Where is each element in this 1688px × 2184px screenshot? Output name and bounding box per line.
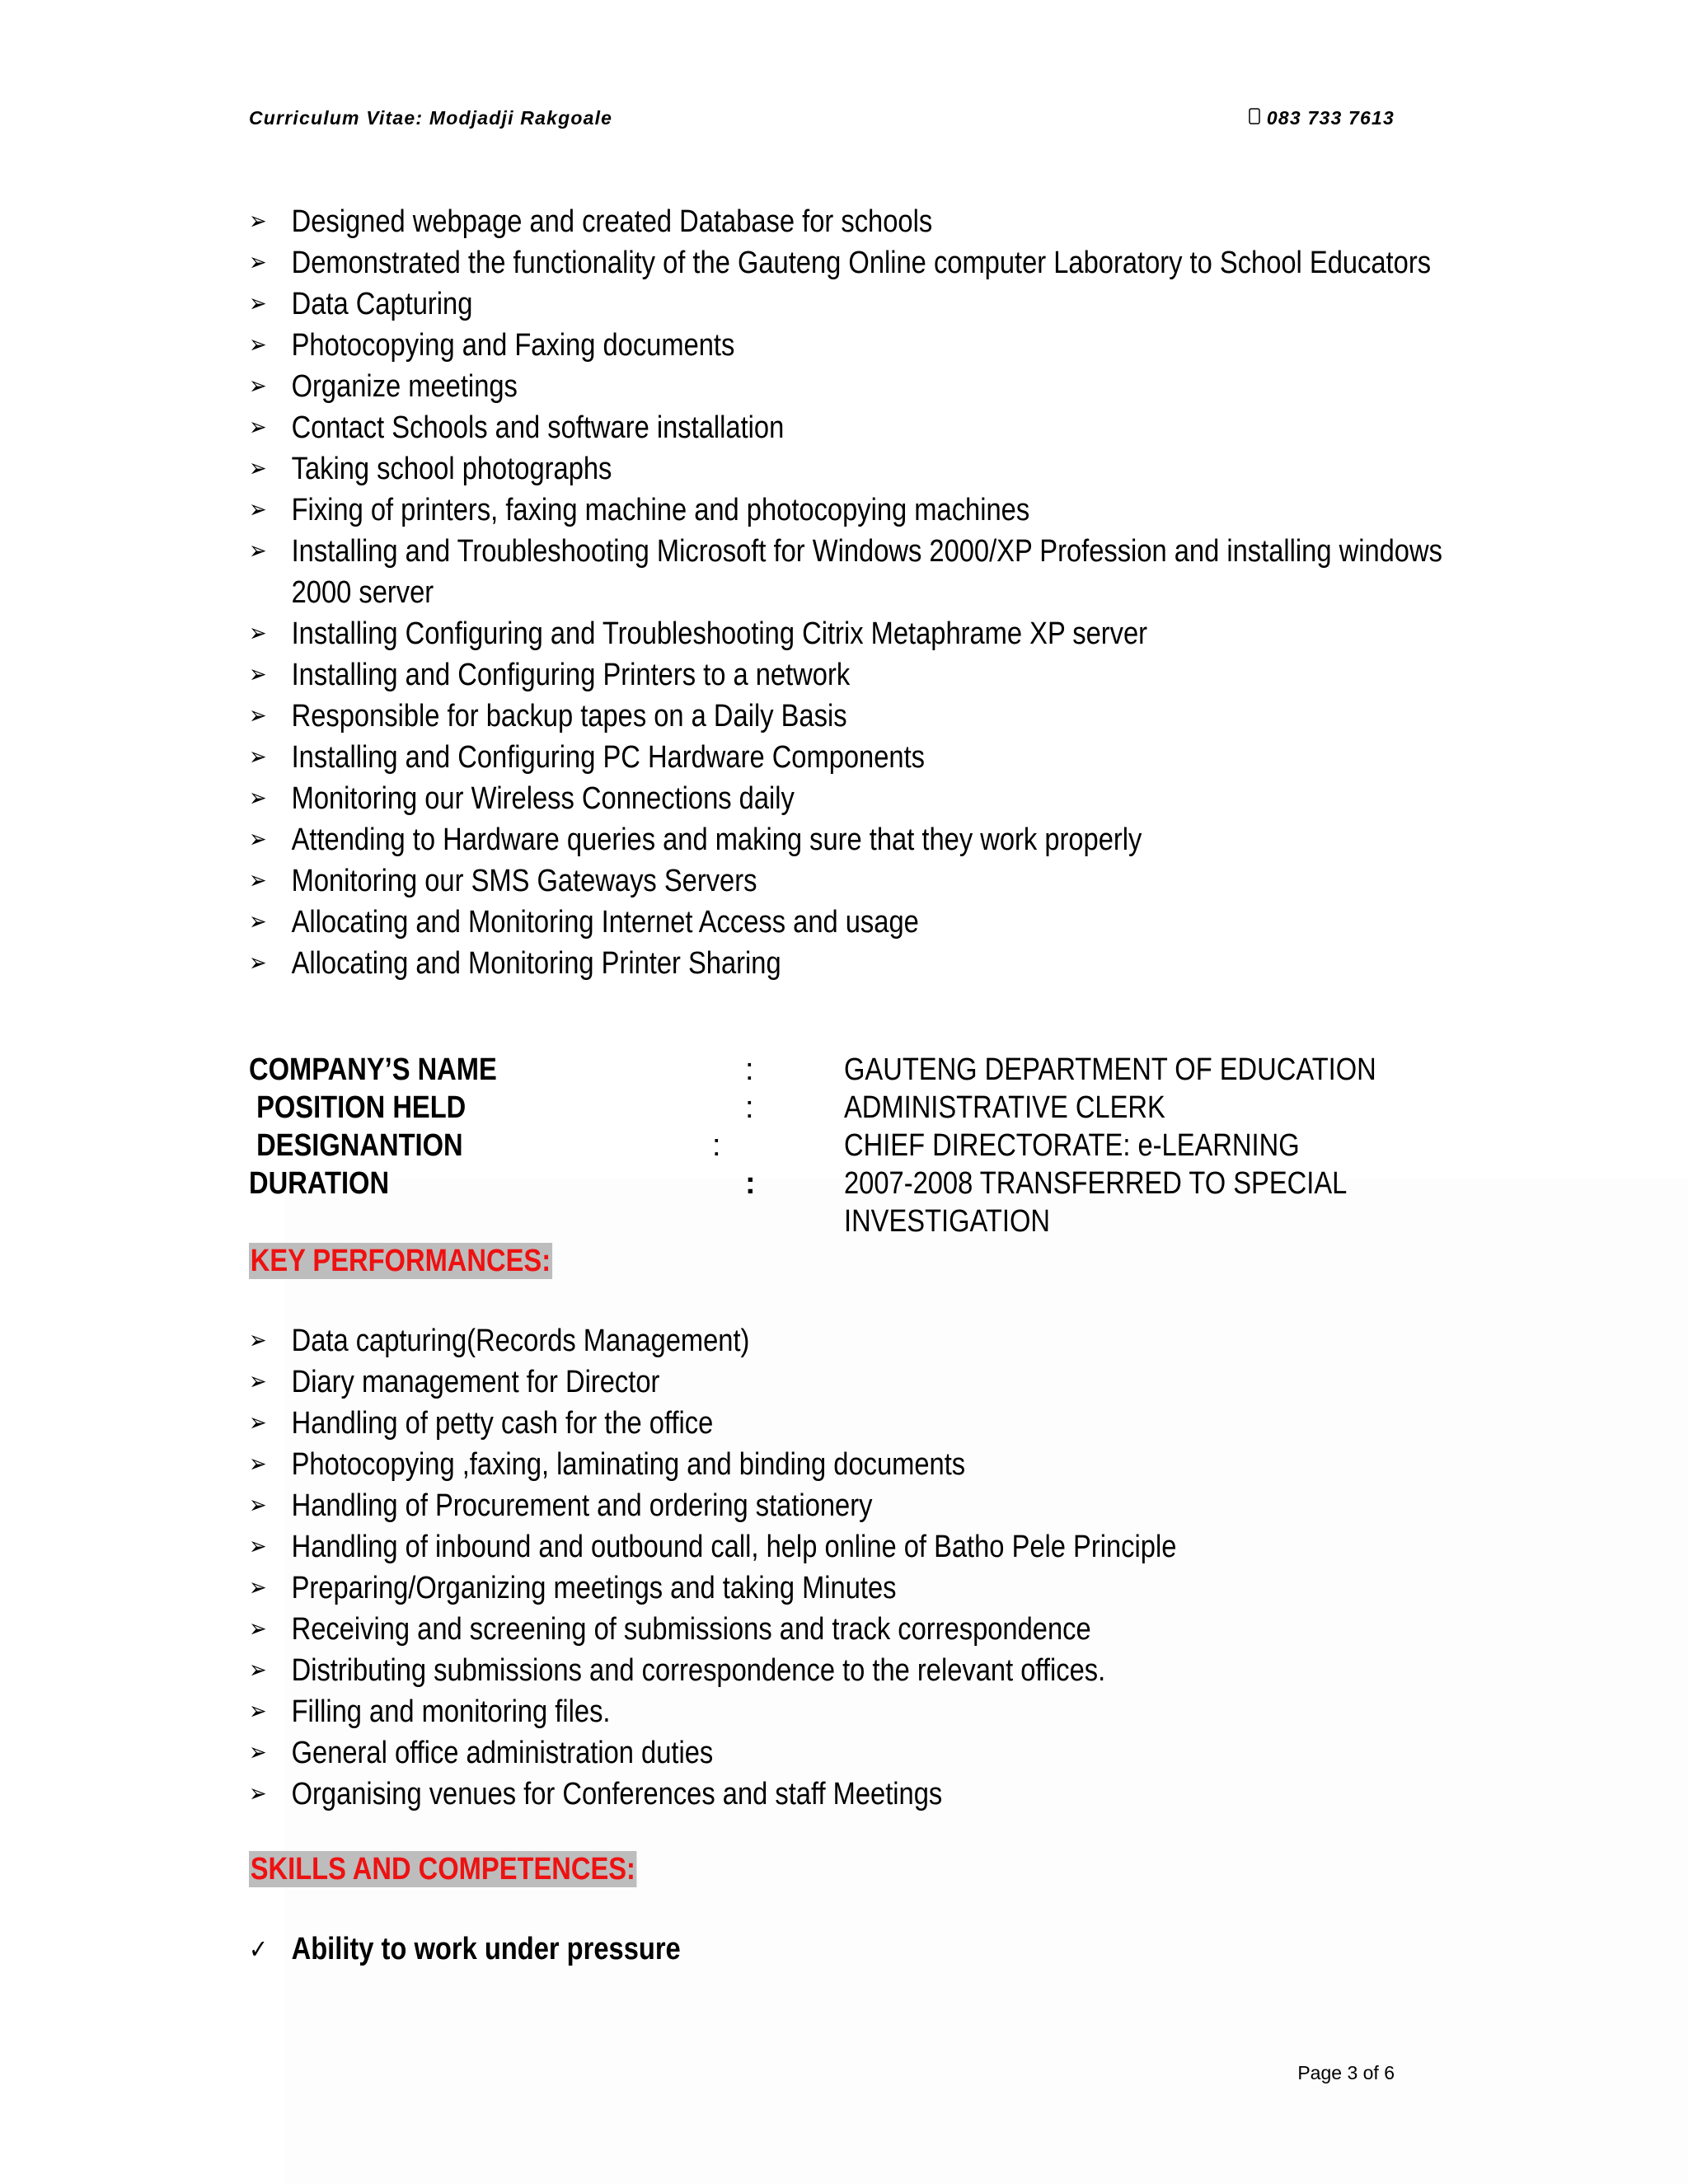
page-number: Page 3 of 6 (1297, 2062, 1395, 2083)
duration-label: DURATION (249, 1166, 390, 1201)
list-item: ➢ Allocating and Monitoring Internet Access and usage (249, 902, 1489, 943)
phone-icon (1249, 107, 1264, 129)
arrow-bullet-icon: ➢ (249, 495, 267, 524)
list-item: ➢ Installing and Configuring Printers to a network (249, 654, 1489, 696)
company-row (249, 1051, 1485, 1089)
list-item: ➢ Data capturing(Records Management) (249, 1320, 1176, 1361)
arrow-bullet-icon: ➢ (249, 289, 267, 318)
colon: : (745, 1090, 754, 1125)
designation-value: CHIEF DIRECTORATE: e-LEARNING (844, 1128, 1300, 1163)
position-value: ADMINISTRATIVE CLERK (844, 1090, 1165, 1125)
list-item: ➢ Installing Configuring and Troubleshooting Citrix Metaphrame XP server (249, 613, 1489, 654)
list-item: ➢ Preparing/Organizing meetings and taking Minutes (249, 1568, 1176, 1609)
arrow-bullet-icon: ➢ (249, 1656, 267, 1685)
list-item: ➢ Allocating and Monitoring Printer Sharing (249, 943, 1489, 984)
duties-list (249, 201, 1688, 984)
list-item: ➢ Handling of Procurement and ordering stationery (249, 1485, 1176, 1526)
arrow-bullet-icon: ➢ (249, 330, 267, 359)
arrow-bullet-icon: ➢ (249, 1738, 267, 1767)
duration-row (249, 1165, 1485, 1202)
duration-value-continued: INVESTIGATION (844, 1204, 1050, 1239)
list-item: ➢ Distributing submissions and correspondence to the relevant offices. (249, 1650, 1176, 1691)
skills-heading: SKILLS AND COMPETENCES: (250, 1852, 635, 1886)
header-phone (1249, 107, 1395, 129)
list-item: ➢ Attending to Hardware queries and making sure that they work properly (249, 819, 1489, 860)
arrow-bullet-icon: ➢ (249, 784, 267, 813)
arrow-bullet-icon: ➢ (249, 454, 267, 483)
list-item: ➢ Designed webpage and created Database for schools (249, 201, 1489, 242)
list-item: ➢ Monitoring our Wireless Connections daily (249, 778, 1489, 819)
arrow-bullet-icon: ➢ (249, 1491, 267, 1520)
list-item: ➢ Handling of inbound and outbound call, help online of Batho Pele Principle (249, 1526, 1176, 1568)
arrow-bullet-icon: ➢ (249, 1450, 267, 1479)
arrow-bullet-icon: ➢ (249, 866, 267, 895)
list-item: ➢ Photocopying and Faxing documents (249, 325, 1489, 366)
designation-label: DESIGNANTION (249, 1128, 463, 1163)
list-item: ➢ Handling of petty cash for the office (249, 1403, 1176, 1444)
arrow-bullet-icon: ➢ (249, 372, 267, 401)
arrow-bullet-icon: ➢ (249, 619, 267, 648)
colon: : (745, 1052, 754, 1087)
arrow-bullet-icon: ➢ (249, 949, 267, 977)
page-header (249, 107, 1395, 134)
arrow-bullet-icon: ➢ (249, 1779, 267, 1808)
list-item: ➢ Organising venues for Conferences and staff Meetings (249, 1774, 1176, 1815)
position-label: POSITION HELD (249, 1090, 467, 1125)
list-item: ➢ Receiving and screening of submissions and track correspondence (249, 1609, 1176, 1650)
colon: : (745, 1166, 756, 1201)
checkmark-icon: ✓ (249, 1933, 269, 1965)
arrow-bullet-icon: ➢ (249, 1615, 267, 1643)
arrow-bullet-icon: ➢ (249, 207, 267, 236)
list-item: ➢ Monitoring our SMS Gateways Servers (249, 860, 1489, 902)
arrow-bullet-icon: ➢ (249, 701, 267, 730)
list-item: ➢ Fixing of printers, faxing machine and photocopying machines (249, 490, 1489, 531)
list-item: ➢ Data Capturing (249, 284, 1489, 325)
designation-row (249, 1127, 1485, 1165)
duration-value: 2007-2008 TRANSFERRED TO SPECIAL (844, 1166, 1348, 1201)
list-item: ➢ Organize meetings (249, 366, 1489, 407)
duration-row-continued (249, 1202, 1485, 1240)
skill-item: ✓ Ability to work under pressure (249, 1929, 681, 1970)
arrow-bullet-icon: ➢ (249, 660, 267, 689)
employment-details (249, 1051, 1485, 1240)
arrow-bullet-icon: ➢ (249, 1367, 267, 1396)
list-item: ➢ Demonstrated the functionality of the Gauteng Online computer Laboratory to School Educators (249, 242, 1489, 284)
arrow-bullet-icon: ➢ (249, 1408, 267, 1437)
list-item: ➢ Installing and Configuring PC Hardware Components (249, 737, 1489, 778)
list-item: ➢ Contact Schools and software installation (249, 407, 1489, 448)
arrow-bullet-icon: ➢ (249, 743, 267, 771)
arrow-bullet-icon: ➢ (249, 1697, 267, 1726)
arrow-bullet-icon: ➢ (249, 537, 267, 565)
list-item: ➢ Installing and Troubleshooting Microsoft for Windows 2000/XP Profession and installing windows 2000 server (249, 531, 1489, 613)
key-performances-heading: KEY PERFORMANCES: (250, 1244, 551, 1278)
colon: : (712, 1128, 721, 1163)
list-item: ➢ Filling and monitoring files. (249, 1691, 1176, 1732)
list-item: ➢ Diary management for Director (249, 1361, 1176, 1403)
arrow-bullet-icon: ➢ (249, 248, 267, 277)
list-item: ➢ Photocopying ,faxing, laminating and binding documents (249, 1444, 1176, 1485)
arrow-bullet-icon: ➢ (249, 1573, 267, 1602)
list-item: ➢ General office administration duties (249, 1732, 1176, 1774)
header-title: Curriculum Vitae: Modjadji Rakgoale (249, 107, 613, 129)
position-row (249, 1089, 1485, 1127)
list-item: ➢ Taking school photographs (249, 448, 1489, 490)
phone-number: 083 733 7613 (1266, 107, 1395, 129)
arrow-bullet-icon: ➢ (249, 1532, 267, 1561)
arrow-bullet-icon: ➢ (249, 825, 267, 854)
company-value: GAUTENG DEPARTMENT OF EDUCATION (844, 1052, 1376, 1087)
arrow-bullet-icon: ➢ (249, 1326, 267, 1355)
arrow-bullet-icon: ➢ (249, 413, 267, 442)
key-performances-list (249, 1320, 1328, 1815)
list-item: ➢ Responsible for backup tapes on a Daily Basis (249, 696, 1489, 737)
company-label: COMPANY’S NAME (249, 1052, 497, 1087)
arrow-bullet-icon: ➢ (249, 907, 267, 936)
